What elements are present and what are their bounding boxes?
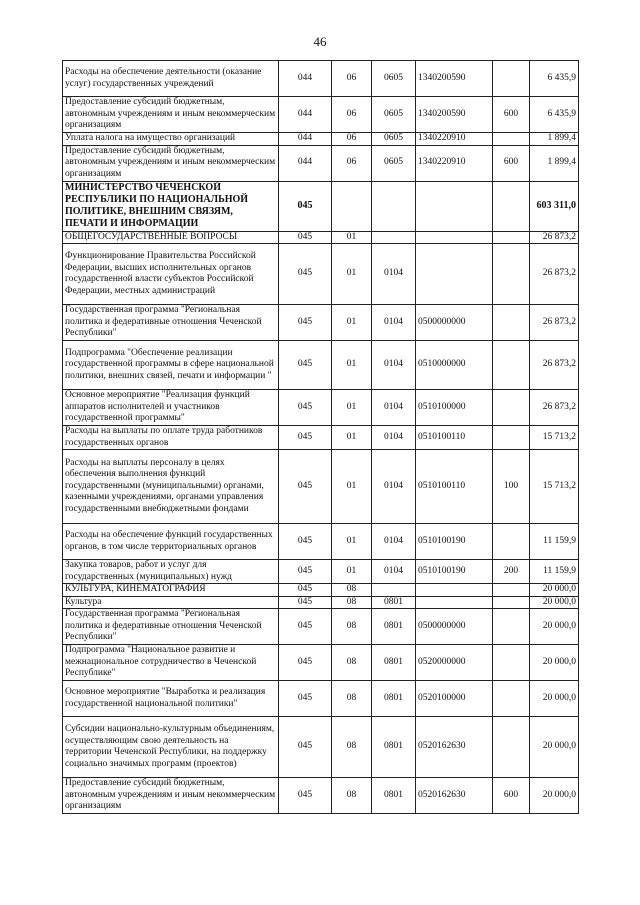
section-code-cell: 08 xyxy=(332,584,372,597)
table-row xyxy=(63,97,579,133)
target-article-cell: 0520162630 xyxy=(416,717,493,778)
table-row xyxy=(63,244,579,305)
expense-type-cell xyxy=(493,231,530,244)
section-code-cell: 01 xyxy=(332,305,372,341)
item-name-cell: МИНИСТЕРСТВО ЧЕЧЕНСКОЙ РЕСПУБЛИКИ ПО НАЦИОНАЛЬНОЙ ПОЛИТИКЕ, ВНЕШНИМ СВЯЗЯМ, ПЕЧАТИ И ИНФОРМАЦИИ xyxy=(63,181,279,231)
amount-cell: 15 713,2 xyxy=(530,450,579,524)
subsection-code-cell: 0801 xyxy=(372,681,416,717)
table-row xyxy=(63,596,579,609)
ministry-code-cell: 045 xyxy=(279,450,332,524)
expense-type-cell xyxy=(493,717,530,778)
ministry-code-cell: 045 xyxy=(279,681,332,717)
ministry-code-cell: 044 xyxy=(279,61,332,97)
item-name-cell: Уплата налога на имущество организаций xyxy=(63,133,279,146)
table-row xyxy=(63,524,579,560)
subsection-code-cell: 0605 xyxy=(372,97,416,133)
item-name-cell: Подпрограмма "Обеспечение реализации государственной программы в сфере национальной политики, внешних связей, печати и информации " xyxy=(63,341,279,390)
table-row xyxy=(63,61,579,97)
subsection-code-cell: 0605 xyxy=(372,145,416,181)
subsection-code-cell: 0104 xyxy=(372,390,416,426)
subsection-code-cell: 0104 xyxy=(372,450,416,524)
item-name-cell: Расходы на обеспечение функций государственных органов, в том числе территориальных органов xyxy=(63,524,279,560)
table-row xyxy=(63,305,579,341)
target-article-cell xyxy=(416,584,493,597)
amount-cell: 1 899,4 xyxy=(530,145,579,181)
table-row xyxy=(63,560,579,584)
section-code-cell: 06 xyxy=(332,97,372,133)
item-name-cell: Расходы на выплаты персоналу в целях обеспечения выполнения функций государственными (муниципальными) органами, казенными учреждениями, органами управления государственными внебюджетными фондами xyxy=(63,450,279,524)
section-code-cell: 08 xyxy=(332,645,372,681)
table-row xyxy=(63,584,579,597)
amount-cell: 20 000,0 xyxy=(530,584,579,597)
amount-cell: 11 159,9 xyxy=(530,524,579,560)
ministry-code-cell: 045 xyxy=(279,584,332,597)
item-name-cell: Функционирование Правительства Российской Федерации, высших исполнительных органов государственной власти субъектов Российской Федерации, местных администраций xyxy=(63,244,279,305)
expense-type-cell xyxy=(493,584,530,597)
item-name-cell: Предоставление субсидий бюджетным, автономным учреждениям и иным некоммерческим организациям xyxy=(63,778,279,814)
table-row xyxy=(63,681,579,717)
item-name-cell: Культура xyxy=(63,596,279,609)
section-code-cell: 01 xyxy=(332,244,372,305)
ministry-code-cell: 045 xyxy=(279,305,332,341)
subsection-code-cell: 0605 xyxy=(372,133,416,146)
target-article-cell xyxy=(416,181,493,231)
target-article-cell: 0510100110 xyxy=(416,450,493,524)
section-code-cell: 06 xyxy=(332,145,372,181)
target-article-cell xyxy=(416,244,493,305)
section-code-cell: 08 xyxy=(332,596,372,609)
subsection-code-cell: 0104 xyxy=(372,305,416,341)
ministry-code-cell: 045 xyxy=(279,778,332,814)
expense-type-cell xyxy=(493,305,530,341)
target-article-cell: 1340220910 xyxy=(416,133,493,146)
expense-type-cell: 600 xyxy=(493,145,530,181)
expense-type-cell: 100 xyxy=(493,450,530,524)
amount-cell: 11 159,9 xyxy=(530,560,579,584)
amount-cell: 20 000,0 xyxy=(530,609,579,645)
target-article-cell: 0500000000 xyxy=(416,305,493,341)
subsection-code-cell: 0801 xyxy=(372,645,416,681)
section-code-cell: 01 xyxy=(332,524,372,560)
expense-type-cell xyxy=(493,341,530,390)
ministry-code-cell: 045 xyxy=(279,390,332,426)
target-article-cell: 1340220910 xyxy=(416,145,493,181)
ministry-code-cell: 045 xyxy=(279,244,332,305)
target-article-cell: 1340200590 xyxy=(416,61,493,97)
item-name-cell: Предоставление субсидий бюджетным, автономным учреждениям и иным некоммерческим организациям xyxy=(63,145,279,181)
item-name-cell: Субсидии национально-культурным объединениям, осуществляющим свою деятельность на территории Чеченской Республики, на поддержку социально значимых программ (проектов) xyxy=(63,717,279,778)
ministry-code-cell: 045 xyxy=(279,426,332,450)
amount-cell: 603 311,0 xyxy=(530,181,579,231)
expense-type-cell xyxy=(493,524,530,560)
ministry-code-cell: 045 xyxy=(279,231,332,244)
amount-cell: 26 873,2 xyxy=(530,341,579,390)
expense-type-cell: 200 xyxy=(493,560,530,584)
ministry-code-cell: 045 xyxy=(279,560,332,584)
expense-type-cell xyxy=(493,61,530,97)
table-row xyxy=(63,341,579,390)
ministry-code-cell: 044 xyxy=(279,133,332,146)
table-row xyxy=(63,181,579,231)
expense-type-cell xyxy=(493,596,530,609)
target-article-cell: 1340200590 xyxy=(416,97,493,133)
expense-type-cell xyxy=(493,426,530,450)
subsection-code-cell: 0104 xyxy=(372,560,416,584)
target-article-cell: 0500000000 xyxy=(416,609,493,645)
table-row xyxy=(63,426,579,450)
amount-cell: 20 000,0 xyxy=(530,596,579,609)
expense-type-cell xyxy=(493,609,530,645)
subsection-code-cell xyxy=(372,181,416,231)
expense-type-cell xyxy=(493,244,530,305)
section-code-cell: 01 xyxy=(332,450,372,524)
table-row xyxy=(63,390,579,426)
table-row xyxy=(63,145,579,181)
section-code-cell: 06 xyxy=(332,61,372,97)
item-name-cell: Расходы на обеспечение деятельности (оказание услуг) государственных учреждений xyxy=(63,61,279,97)
amount-cell: 26 873,2 xyxy=(530,390,579,426)
subsection-code-cell: 0104 xyxy=(372,524,416,560)
table-row xyxy=(63,133,579,146)
target-article-cell: 0510100190 xyxy=(416,560,493,584)
target-article-cell: 0510000000 xyxy=(416,341,493,390)
target-article-cell: 0510100000 xyxy=(416,390,493,426)
section-code-cell: 01 xyxy=(332,426,372,450)
subsection-code-cell xyxy=(372,584,416,597)
table-row xyxy=(63,717,579,778)
budget-table xyxy=(62,60,579,814)
item-name-cell: Основное мероприятие "Реализация функций аппаратов исполнителей и участников государственной программы" xyxy=(63,390,279,426)
amount-cell: 1 899,4 xyxy=(530,133,579,146)
section-code-cell: 01 xyxy=(332,231,372,244)
subsection-code-cell: 0104 xyxy=(372,426,416,450)
item-name-cell: Расходы на выплаты по оплате труда работников государственных органов xyxy=(63,426,279,450)
subsection-code-cell: 0801 xyxy=(372,609,416,645)
item-name-cell: Основное мероприятие "Выработка и реализация государственной национальной политики" xyxy=(63,681,279,717)
table-row xyxy=(63,231,579,244)
expense-type-cell: 600 xyxy=(493,778,530,814)
expense-type-cell xyxy=(493,390,530,426)
expense-type-cell xyxy=(493,181,530,231)
ministry-code-cell: 045 xyxy=(279,717,332,778)
amount-cell: 20 000,0 xyxy=(530,778,579,814)
ministry-code-cell: 045 xyxy=(279,181,332,231)
section-code-cell: 08 xyxy=(332,717,372,778)
item-name-cell: Закупка товаров, работ и услуг для государственных (муниципальных) нужд xyxy=(63,560,279,584)
ministry-code-cell: 045 xyxy=(279,645,332,681)
budget-table-body xyxy=(63,61,579,814)
target-article-cell: 0520000000 xyxy=(416,645,493,681)
page-number: 46 xyxy=(313,34,327,49)
table-row xyxy=(63,609,579,645)
ministry-code-cell: 045 xyxy=(279,341,332,390)
ministry-code-cell: 044 xyxy=(279,145,332,181)
section-code-cell: 08 xyxy=(332,681,372,717)
section-code-cell: 01 xyxy=(332,390,372,426)
expense-type-cell xyxy=(493,681,530,717)
amount-cell: 26 873,2 xyxy=(530,231,579,244)
table-row xyxy=(63,778,579,814)
table-row xyxy=(63,450,579,524)
target-article-cell xyxy=(416,596,493,609)
subsection-code-cell: 0104 xyxy=(372,341,416,390)
ministry-code-cell: 045 xyxy=(279,596,332,609)
expense-type-cell xyxy=(493,133,530,146)
target-article-cell: 0510100190 xyxy=(416,524,493,560)
subsection-code-cell: 0104 xyxy=(372,244,416,305)
table-row xyxy=(63,645,579,681)
item-name-cell: КУЛЬТУРА, КИНЕМАТОГРАФИЯ xyxy=(63,584,279,597)
ministry-code-cell: 045 xyxy=(279,609,332,645)
section-code-cell: 01 xyxy=(332,341,372,390)
target-article-cell: 0510100110 xyxy=(416,426,493,450)
amount-cell: 6 435,9 xyxy=(530,97,579,133)
subsection-code-cell: 0801 xyxy=(372,778,416,814)
subsection-code-cell: 0605 xyxy=(372,61,416,97)
target-article-cell xyxy=(416,231,493,244)
section-code-cell: 08 xyxy=(332,778,372,814)
section-code-cell: 06 xyxy=(332,133,372,146)
amount-cell: 6 435,9 xyxy=(530,61,579,97)
amount-cell: 20 000,0 xyxy=(530,681,579,717)
item-name-cell: Подпрограмма "Национальное развитие и межнациональное сотрудничество в Чеченской Республике" xyxy=(63,645,279,681)
amount-cell: 20 000,0 xyxy=(530,645,579,681)
target-article-cell: 0520162630 xyxy=(416,778,493,814)
amount-cell: 20 000,0 xyxy=(530,717,579,778)
target-article-cell: 0520100000 xyxy=(416,681,493,717)
subsection-code-cell xyxy=(372,231,416,244)
item-name-cell: Государственная программа "Региональная политика и федеративные отношения Чеченской Республики" xyxy=(63,609,279,645)
amount-cell: 26 873,2 xyxy=(530,305,579,341)
section-code-cell: 01 xyxy=(332,560,372,584)
expense-type-cell: 600 xyxy=(493,97,530,133)
section-code-cell: 08 xyxy=(332,609,372,645)
amount-cell: 15 713,2 xyxy=(530,426,579,450)
item-name-cell: Предоставление субсидий бюджетным, автономным учреждениям и иным некоммерческим организациям xyxy=(63,97,279,133)
subsection-code-cell: 0801 xyxy=(372,596,416,609)
ministry-code-cell: 045 xyxy=(279,524,332,560)
expense-type-cell xyxy=(493,645,530,681)
amount-cell: 26 873,2 xyxy=(530,244,579,305)
subsection-code-cell: 0801 xyxy=(372,717,416,778)
ministry-code-cell: 044 xyxy=(279,97,332,133)
item-name-cell: ОБЩЕГОСУДАРСТВЕННЫЕ ВОПРОСЫ xyxy=(63,231,279,244)
item-name-cell: Государственная программа "Региональная политика и федеративные отношения Чеченской Республики" xyxy=(63,305,279,341)
section-code-cell xyxy=(332,181,372,231)
